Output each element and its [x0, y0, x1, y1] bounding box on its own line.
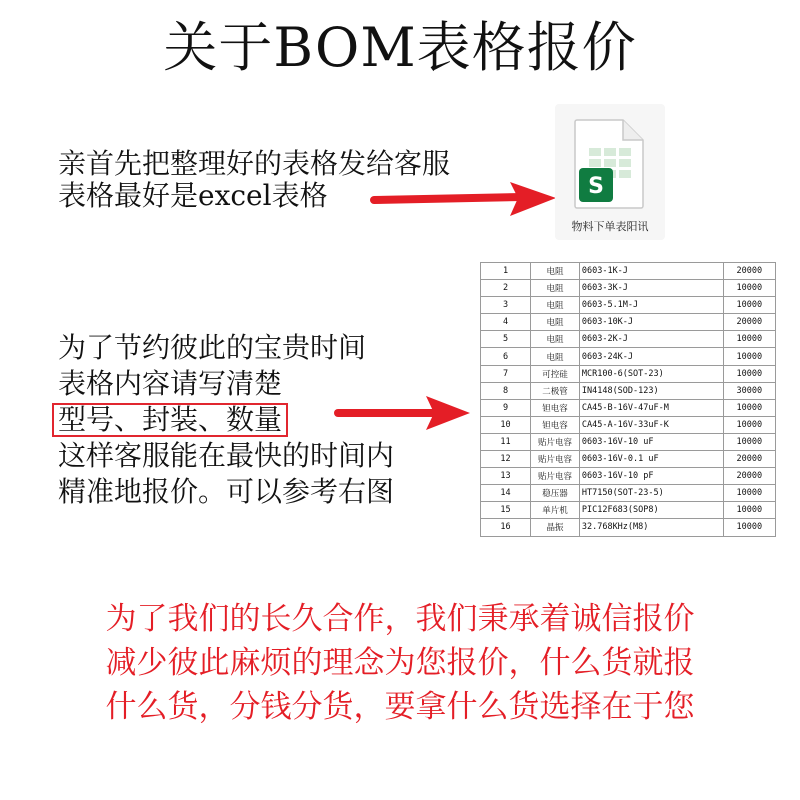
right-arrow-icon	[334, 393, 474, 433]
row-number: 13	[481, 468, 531, 485]
quantity: 10000	[723, 297, 775, 314]
table-row	[481, 433, 776, 450]
table-row	[481, 263, 776, 280]
quantity: 20000	[723, 263, 775, 280]
component-name: 可控硅	[531, 365, 580, 382]
bom-table	[480, 262, 776, 537]
closing-line-2: 减少彼此麻烦的理念为您报价，什么货就报	[105, 645, 695, 681]
table-row	[481, 331, 776, 348]
quantity: 10000	[723, 399, 775, 416]
component-name: 二极管	[531, 382, 580, 399]
spreadsheet-letter: S	[588, 174, 604, 199]
component-spec: CA45-A-16V-33uF-K	[579, 416, 723, 433]
row-number: 5	[481, 331, 531, 348]
quantity: 20000	[723, 468, 775, 485]
quantity: 20000	[723, 451, 775, 468]
component-name: 贴片电容	[531, 451, 580, 468]
row-number: 3	[481, 297, 531, 314]
quantity: 10000	[723, 348, 775, 365]
table-row	[481, 502, 776, 519]
quantity: 10000	[723, 433, 775, 450]
row-number: 15	[481, 502, 531, 519]
row-number: 2	[481, 280, 531, 297]
component-spec: 0603-2K-J	[579, 331, 723, 348]
row-number: 4	[481, 314, 531, 331]
component-name: 电阻	[531, 348, 580, 365]
component-name: 贴片电容	[531, 433, 580, 450]
spreadsheet-file-icon	[573, 118, 645, 210]
row-number: 12	[481, 451, 531, 468]
component-name: 电阻	[531, 314, 580, 331]
table-row	[481, 399, 776, 416]
component-spec: 32.768KHz(M8)	[579, 519, 723, 536]
quantity: 20000	[723, 314, 775, 331]
table-row	[481, 365, 776, 382]
table-row	[481, 468, 776, 485]
table-row	[481, 297, 776, 314]
intro-line-1: 亲首先把整理好的表格发给客服	[58, 147, 451, 180]
table-row	[481, 314, 776, 331]
spreadsheet-file[interactable]	[555, 104, 665, 240]
row-number: 9	[481, 399, 531, 416]
component-spec: 0603-16V-10 pF	[579, 468, 723, 485]
closing-text	[0, 597, 800, 729]
component-name: 电阻	[531, 297, 580, 314]
quantity: 10000	[723, 416, 775, 433]
table-row	[481, 485, 776, 502]
component-spec: 0603-16V-10 uF	[579, 433, 723, 450]
closing-line-1: 为了我们的长久合作，我们秉承着诚信报价	[105, 601, 695, 637]
instructions-line-1: 为了节约彼此的宝贵时间	[58, 331, 367, 364]
table-row	[481, 519, 776, 536]
component-name: 电阻	[531, 331, 580, 348]
component-spec: MCR100-6(SOT-23)	[579, 365, 723, 382]
instructions-line-5: 精准地报价。可以参考右图	[58, 475, 395, 508]
row-number: 6	[481, 348, 531, 365]
quantity: 10000	[723, 365, 775, 382]
row-number: 7	[481, 365, 531, 382]
quantity: 10000	[723, 485, 775, 502]
component-name: 电阻	[531, 280, 580, 297]
page-title: 关于BOM表格报价	[163, 16, 637, 79]
quantity: 10000	[723, 519, 775, 536]
table-row	[481, 382, 776, 399]
instructions-line-2: 表格内容请写清楚	[58, 367, 283, 400]
right-arrow-icon	[370, 180, 560, 220]
component-spec: CA45-B-16V-47uF-M	[579, 399, 723, 416]
intro-line-2: 表格最好是excel表格	[58, 179, 328, 212]
component-spec: 0603-16V-0.1 uF	[579, 451, 723, 468]
table-row	[481, 348, 776, 365]
component-name: 单片机	[531, 502, 580, 519]
quantity: 10000	[723, 280, 775, 297]
component-spec: 0603-10K-J	[579, 314, 723, 331]
component-name: 晶振	[531, 519, 580, 536]
component-spec: HT7150(SOT-23-5)	[579, 485, 723, 502]
component-name: 电阻	[531, 263, 580, 280]
row-number: 8	[481, 382, 531, 399]
component-spec: 0603-5.1M-J	[579, 297, 723, 314]
row-number: 1	[481, 263, 531, 280]
row-number: 16	[481, 519, 531, 536]
component-spec: 0603-24K-J	[579, 348, 723, 365]
row-number: 11	[481, 433, 531, 450]
component-name: 钽电容	[531, 416, 580, 433]
component-spec: 0603-1K-J	[579, 263, 723, 280]
quantity: 10000	[723, 331, 775, 348]
table-row	[481, 416, 776, 433]
component-name: 钽电容	[531, 399, 580, 416]
component-name: 贴片电容	[531, 468, 580, 485]
component-spec: PIC12F683(SOP8)	[579, 502, 723, 519]
closing-line-3: 什么货，分钱分货，要拿什么货选择在于您	[105, 689, 695, 725]
quantity: 10000	[723, 502, 775, 519]
component-spec: IN4148(SOD-123)	[579, 382, 723, 399]
table-row	[481, 280, 776, 297]
row-number: 10	[481, 416, 531, 433]
file-name: 物料下单表阳讯	[571, 220, 649, 233]
component-spec: 0603-3K-J	[579, 280, 723, 297]
instructions-line-4: 这样客服能在最快的时间内	[58, 439, 395, 472]
table-row	[481, 451, 776, 468]
quantity: 30000	[723, 382, 775, 399]
component-name: 稳压器	[531, 485, 580, 502]
row-number: 14	[481, 485, 531, 502]
highlight-box: 型号、封装、数量	[52, 403, 288, 437]
